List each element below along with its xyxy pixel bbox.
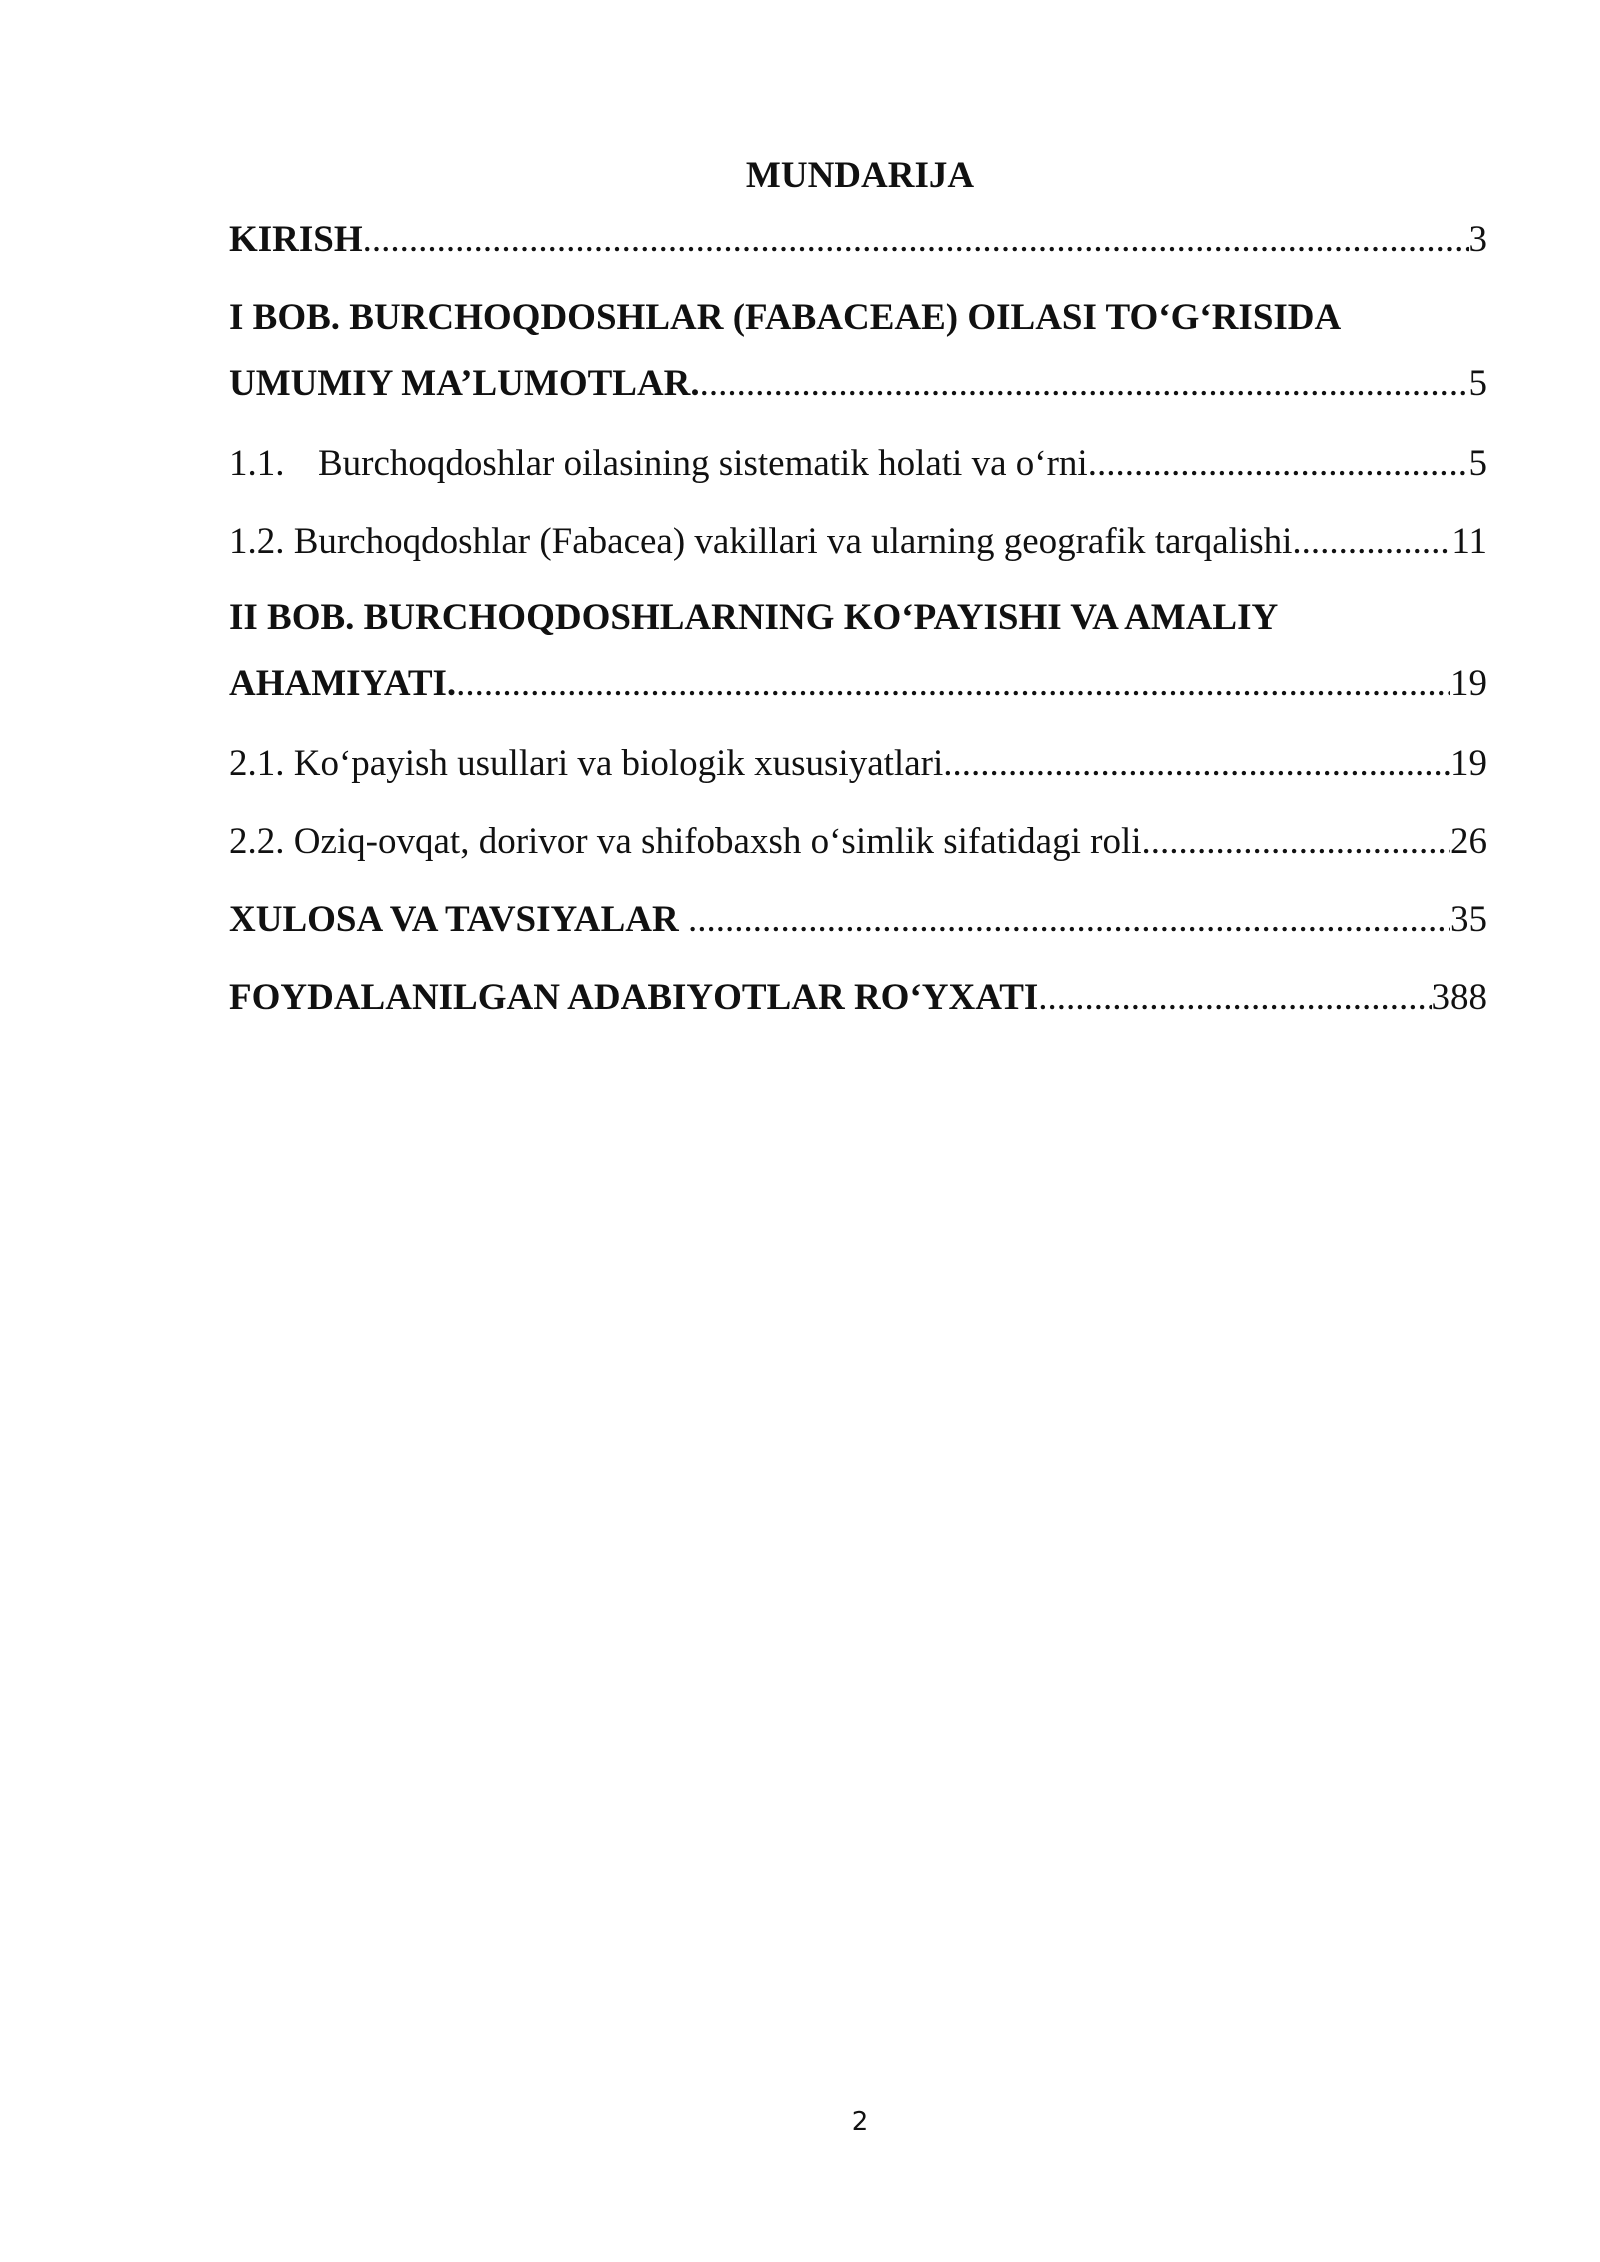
toc-entry-kirish[interactable] (229, 216, 1487, 264)
toc-page-ref: 19 (1450, 663, 1487, 704)
toc-entry-section-1-1[interactable] (229, 440, 1487, 488)
dot-leader (1038, 974, 1431, 1022)
dot-leader (456, 660, 1450, 708)
toc-page-ref: 3 (1468, 219, 1487, 260)
toc-entry-label: 1.2. Burchoqdoshlar (Fabacea) vakillari va ularning geografik tarqalishi (229, 521, 1293, 562)
dot-leader (700, 360, 1469, 408)
page-number: 2 (851, 2107, 869, 2137)
toc-page-ref: 11 (1451, 521, 1487, 562)
toc-page-ref: 5 (1468, 443, 1487, 484)
toc-entry-label: Burchoqdoshlar oilasining sistematik holati va o‘rni (318, 443, 1088, 484)
toc-entry-section-2-1[interactable] (229, 740, 1487, 788)
dot-leader (1088, 440, 1469, 488)
dot-leader (363, 216, 1469, 264)
toc-entry-label: AHAMIYATI. (229, 663, 457, 704)
dot-leader (1292, 518, 1451, 566)
toc-entry-conclusion[interactable] (229, 896, 1487, 944)
toc-entry-chapter-1[interactable] (229, 294, 1487, 408)
toc-entry-label: UMUMIY MA’LUMOTLAR. (229, 363, 700, 404)
toc-entry-label: 2.2. Oziq-ovqat, dorivor va shifobaxsh o‘simlik sifatidagi roli (229, 821, 1142, 862)
toc-entry-label-line-1: II BOB. BURCHOQDOSHLARNING KO‘PAYISHI VA AMALIY (229, 597, 1279, 638)
toc-entry-label: 2.1. Ko‘payish usullari va biologik xususiyatlari (229, 743, 944, 784)
toc-entry-chapter-2[interactable] (229, 594, 1487, 708)
toc-title: MUNDARIJA (745, 155, 975, 196)
toc-entry-section-1-2[interactable] (229, 518, 1487, 566)
toc-page-ref: 388 (1431, 977, 1487, 1018)
toc-entry-references[interactable] (229, 974, 1487, 1022)
toc-section-number: 1.1. (229, 443, 285, 484)
toc-entry-label: FOYDALANILGAN ADABIYOTLAR RO‘YXATI (229, 977, 1039, 1018)
toc-page-ref: 19 (1450, 743, 1487, 784)
dot-leader (943, 740, 1450, 788)
toc-entry-label-line-1: I BOB. BURCHOQDOSHLAR (FABACEAE) OILASI TO‘G‘RISIDA (229, 297, 1342, 338)
dot-leader (688, 896, 1450, 944)
toc-entry-label: XULOSA VA TAVSIYALAR (229, 899, 688, 940)
toc-entry-section-2-2[interactable] (229, 818, 1487, 866)
toc-page-ref: 5 (1468, 363, 1487, 404)
toc-page-ref: 26 (1450, 821, 1487, 862)
toc-entry-label: KIRISH (229, 219, 363, 260)
dot-leader (1142, 818, 1450, 866)
toc-page-ref: 35 (1450, 899, 1487, 940)
